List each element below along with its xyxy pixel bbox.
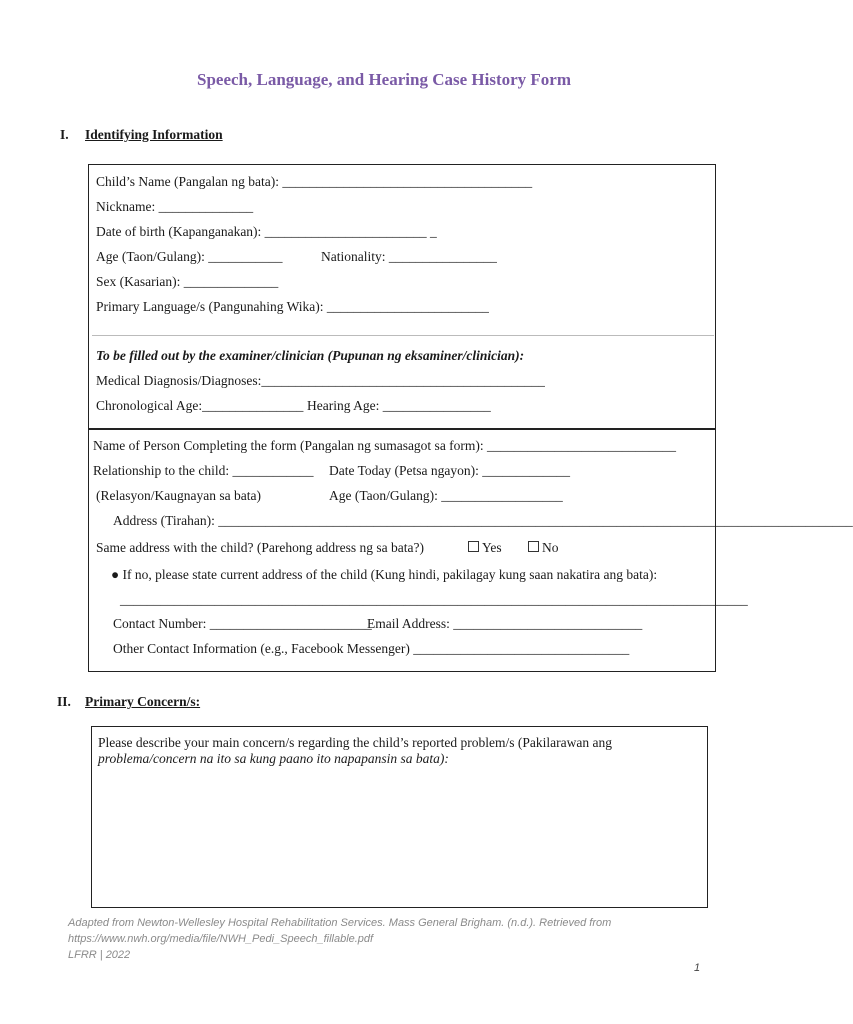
form-title: Speech, Language, and Hearing Case History Form — [197, 70, 571, 89]
age-field[interactable]: Age (Taon/Gulang): ___________ — [96, 249, 283, 264]
section-1-heading: Identifying Information — [85, 127, 223, 142]
other-contact-field[interactable]: Other Contact Information (e.g., Facebook Messenger) ________________________________ — [113, 641, 630, 656]
section-2-number: II. — [57, 694, 71, 709]
yes-checkbox-icon[interactable] — [468, 541, 479, 552]
same-address-question: Same address with the child? (Parehong address ng sa bata?) — [96, 540, 425, 555]
child-name-field[interactable]: Child’s Name (Pangalan ng bata): _____________________________________ — [96, 174, 533, 189]
footer-credit: LFRR | 2022 — [68, 949, 131, 961]
chronological-age-field[interactable]: Chronological Age:_______________ — [96, 398, 304, 413]
no-checkbox-icon[interactable] — [528, 541, 539, 552]
completer-divider — [88, 428, 716, 430]
sex-field[interactable]: Sex (Kasarian): ______________ — [96, 274, 279, 289]
yes-label: Yes — [482, 540, 502, 555]
date-today-field[interactable]: Date Today (Petsa ngayon): _____________ — [329, 463, 571, 478]
section-2-heading: Primary Concern/s: — [85, 694, 201, 709]
page-number: 1 — [694, 962, 701, 974]
hearing-age-field[interactable]: Hearing Age: ________________ — [307, 398, 491, 413]
concern-prompt-line-2: problema/concern na ito sa kung paano ito napapansin sa bata): — [98, 751, 449, 766]
no-option[interactable] — [528, 540, 559, 556]
relasyon-label: (Relasyon/Kaugnayan sa bata) — [96, 488, 261, 503]
email-field[interactable]: Email Address: ____________________________ — [367, 616, 643, 631]
nationality-field[interactable]: Nationality: ________________ — [321, 249, 497, 264]
address-field[interactable]: Address (Tirahan): ______________________________________________________________________________________________ — [113, 513, 853, 528]
footer-url: https://www.nwh.org/media/file/NWH_Pedi_Speech_fillable.pdf — [68, 933, 374, 945]
primary-language-field[interactable]: Primary Language/s (Pangunahing Wika): ________________________ — [96, 299, 489, 314]
footer-citation: Adapted from Newton-Wellesley Hospital Rehabilitation Services. Mass General Brigham. (n.d.). Retrieved from — [68, 917, 612, 929]
yes-option[interactable] — [468, 540, 502, 556]
medical-diagnosis-field[interactable]: Medical Diagnosis/Diagnoses:__________________________________________ — [96, 373, 545, 388]
examiner-heading: To be filled out by the examiner/clinician (Pupunan ng eksaminer/clinician): — [96, 348, 525, 363]
completer-age-field[interactable]: Age (Taon/Gulang): __________________ — [329, 488, 563, 503]
nickname-field[interactable]: Nickname: ______________ — [96, 199, 254, 214]
no-label: No — [542, 540, 559, 555]
if-no-instruction: ● If no, please state current address of the child (Kung hindi, pakilagay kung saan nakatira ang bata): — [111, 567, 658, 582]
concern-prompt-line-1: Please describe your main concern/s regarding the child’s reported problem/s (Pakilarawan ang — [98, 735, 612, 750]
section-1-number: I. — [60, 127, 69, 142]
examiner-divider — [92, 335, 714, 336]
dob-field[interactable]: Date of birth (Kapanganakan): ________________________ _ — [96, 224, 437, 239]
relationship-field[interactable]: Relationship to the child: ____________ — [93, 463, 314, 478]
contact-number-field[interactable]: Contact Number: ________________________ — [113, 616, 372, 631]
alternate-address-line[interactable]: _____________________________________________________________________________________________ — [120, 592, 748, 607]
completer-name-field[interactable]: Name of Person Completing the form (Pangalan ng sumasagot sa form): ____________________________ — [93, 438, 677, 453]
